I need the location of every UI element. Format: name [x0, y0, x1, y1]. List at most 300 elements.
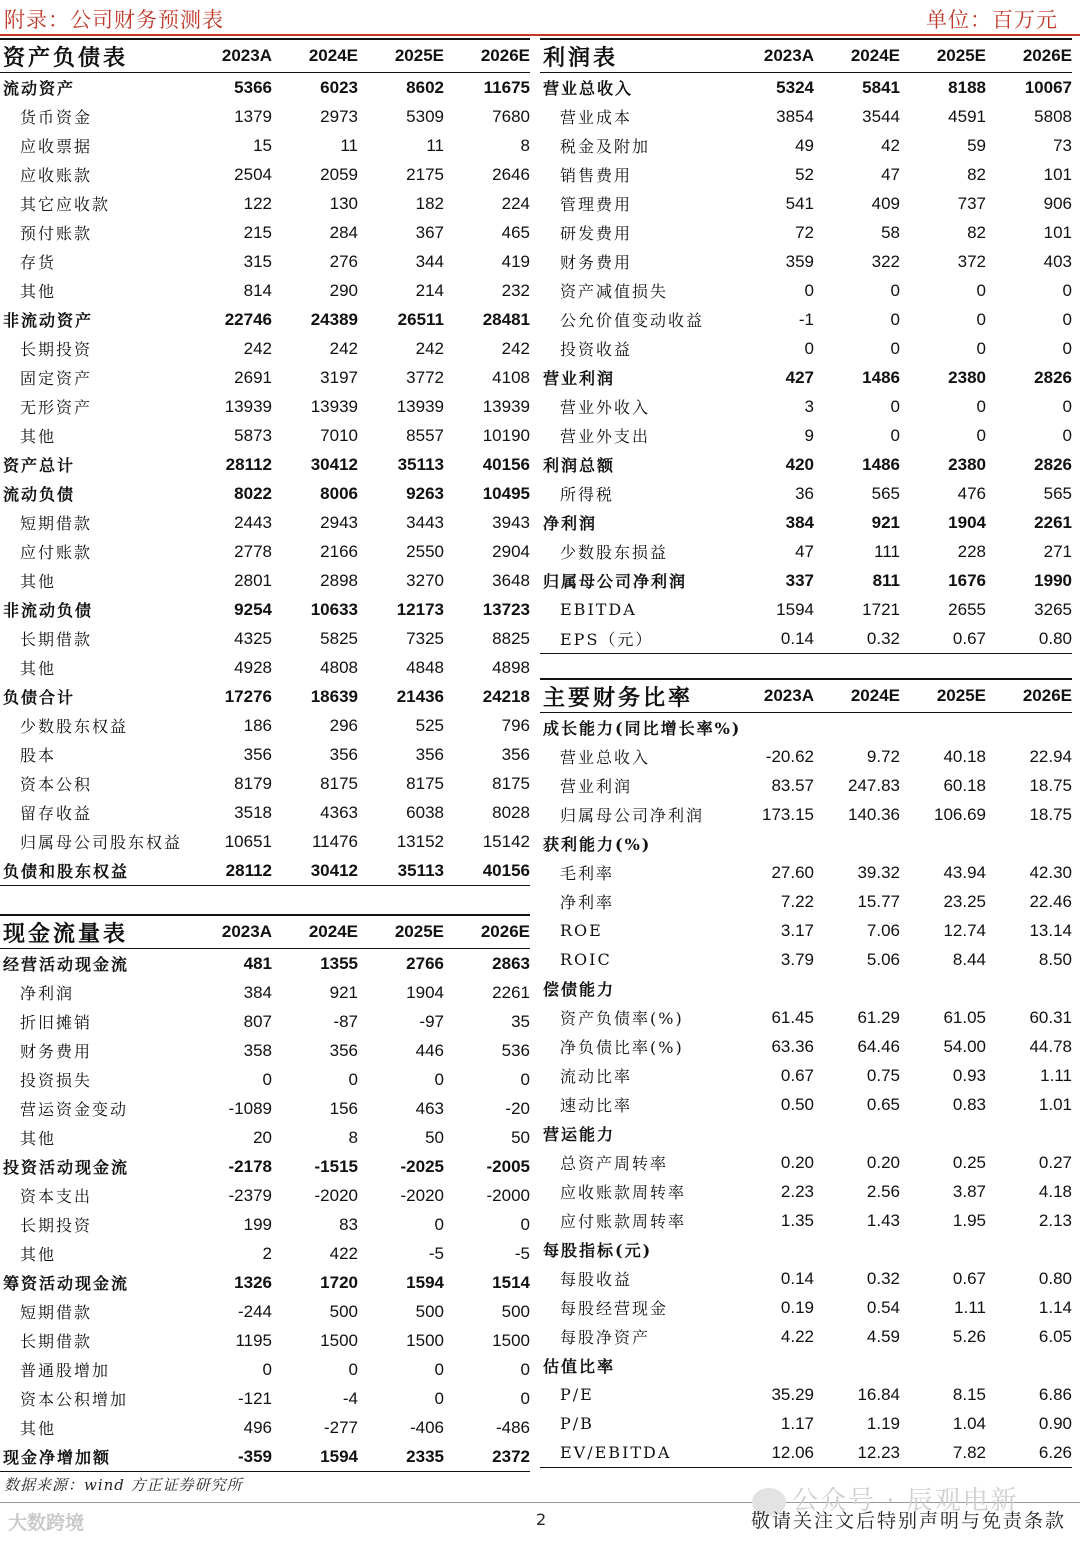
- row-value: 73: [1053, 135, 1072, 155]
- row-value: 1990: [1034, 570, 1072, 590]
- table-row: [0, 624, 530, 653]
- table-row: [0, 450, 530, 479]
- row-value: 9263: [406, 483, 444, 503]
- row-value: 2863: [492, 953, 530, 973]
- table-row: [540, 392, 1072, 421]
- row-value: 28112: [225, 860, 272, 880]
- financial-ratios-table: [540, 678, 1072, 1468]
- table-row: [540, 800, 1072, 829]
- row-label: 营业利润: [560, 777, 633, 796]
- row-label: 成长能力(同比增长率%): [543, 719, 742, 738]
- row-label: 非流动负债: [3, 601, 94, 620]
- row-value: 8.50: [1038, 949, 1072, 969]
- row-value: 8175: [492, 773, 530, 793]
- table-row: [0, 1123, 530, 1152]
- row-label: 短期借款: [20, 514, 93, 533]
- row-value: 1.11: [1040, 1065, 1072, 1085]
- row-value: 0: [434, 1069, 444, 1089]
- table-row: [0, 218, 530, 247]
- row-label: 其他: [20, 1129, 57, 1148]
- table-row: [540, 858, 1072, 887]
- row-value: 22746: [224, 309, 272, 329]
- row-value: 565: [1043, 483, 1072, 503]
- row-value: 446: [415, 1040, 444, 1060]
- row-value: 0.14: [780, 1268, 814, 1288]
- table-row: [0, 1384, 530, 1413]
- row-value: 47: [881, 164, 900, 184]
- row-value: 10651: [224, 831, 272, 851]
- table-row: [540, 829, 1072, 858]
- row-value: 3943: [492, 512, 530, 532]
- row-value: 284: [329, 222, 358, 242]
- row-value: 2691: [234, 367, 272, 387]
- row-value: 2175: [406, 164, 444, 184]
- row-value: -2379: [228, 1185, 272, 1205]
- row-value: 0.67: [780, 1065, 814, 1085]
- year-header: 2025E: [394, 922, 444, 941]
- row-value: 3518: [234, 802, 272, 822]
- row-value: 15142: [482, 831, 530, 851]
- row-value: 0.14: [780, 628, 814, 648]
- row-value: 4325: [234, 628, 272, 648]
- row-label: 留存收益: [20, 804, 93, 823]
- row-value: 30412: [310, 454, 358, 474]
- row-label: 应收账款周转率: [560, 1183, 687, 1202]
- row-value: 1.17: [780, 1413, 814, 1433]
- row-value: 315: [243, 251, 272, 271]
- row-label: 资本公积: [20, 775, 93, 794]
- row-value: 1594: [776, 599, 814, 619]
- row-value: 0: [1062, 425, 1072, 445]
- row-value: -20: [505, 1098, 530, 1118]
- table-row: [540, 742, 1072, 771]
- row-value: -2178: [228, 1156, 272, 1176]
- row-value: 8: [348, 1127, 358, 1147]
- row-value: 1.04: [952, 1413, 986, 1433]
- row-label: ROE: [560, 921, 603, 940]
- watermark-right-text: 公众号 · 辰观电新: [792, 1486, 1019, 1516]
- row-label: EPS（元）: [560, 630, 654, 649]
- row-label: 少数股东权益: [20, 717, 129, 736]
- row-value: 500: [415, 1301, 444, 1321]
- table-row: [540, 595, 1072, 624]
- row-value: 13723: [482, 599, 530, 619]
- row-value: 7.82: [952, 1442, 986, 1462]
- row-value: 737: [957, 193, 986, 213]
- row-value: 15.77: [857, 891, 900, 911]
- table-row: [540, 334, 1072, 363]
- row-value: 0: [976, 280, 986, 300]
- row-value: 8179: [234, 773, 272, 793]
- table-row: [0, 276, 530, 305]
- row-value: 82: [967, 222, 986, 242]
- row-value: 242: [243, 338, 272, 358]
- row-value: 42: [881, 135, 900, 155]
- table-row: [0, 856, 530, 886]
- row-value: 356: [329, 744, 358, 764]
- row-value: 3544: [862, 106, 900, 126]
- row-value: 0.32: [866, 1268, 900, 1288]
- row-value: 72: [795, 222, 814, 242]
- row-label: 归属母公司净利润: [560, 806, 705, 825]
- row-value: 420: [785, 454, 814, 474]
- row-label: 营业成本: [560, 108, 633, 127]
- table-row: [0, 1210, 530, 1239]
- row-value: 4898: [492, 657, 530, 677]
- row-value: 0.90: [1038, 1413, 1072, 1433]
- table-row: [0, 73, 530, 102]
- row-label: 存货: [20, 253, 57, 272]
- row-value: 2380: [948, 454, 986, 474]
- row-value: 8825: [492, 628, 530, 648]
- row-value: 13939: [224, 396, 272, 416]
- row-value: 224: [501, 193, 530, 213]
- row-label: 营业总收入: [543, 79, 634, 98]
- data-source-note: 数据来源：wind 方正证券研究所: [4, 1476, 243, 1494]
- row-value: 1486: [862, 454, 900, 474]
- table-row: [540, 450, 1072, 479]
- row-value: 13.14: [1029, 920, 1072, 940]
- row-value: 199: [243, 1214, 272, 1234]
- row-value: 276: [329, 251, 358, 271]
- row-value: 476: [957, 483, 986, 503]
- table-row: [540, 1380, 1072, 1409]
- row-value: 40156: [482, 860, 530, 880]
- table-row: [0, 1152, 530, 1181]
- row-value: 271: [1043, 541, 1072, 561]
- page-number: 2: [536, 1510, 547, 1529]
- row-label: 利润总额: [543, 456, 616, 475]
- table-row: [540, 887, 1072, 916]
- row-label: 固定资产: [20, 369, 93, 388]
- row-label: 所得税: [560, 485, 615, 504]
- row-value: 358: [243, 1040, 272, 1060]
- balance-sheet-table: [0, 38, 530, 886]
- table-row: [540, 131, 1072, 160]
- row-value: 356: [415, 744, 444, 764]
- row-value: 296: [329, 715, 358, 735]
- row-label: 长期借款: [20, 1332, 93, 1351]
- row-value: 814: [243, 280, 272, 300]
- year-header: 2023A: [763, 686, 814, 705]
- row-value: -1089: [228, 1098, 272, 1118]
- row-value: 0.25: [952, 1152, 986, 1172]
- row-value: 2.23: [780, 1181, 814, 1201]
- income-statement-table: [540, 38, 1072, 654]
- table-row: [0, 363, 530, 392]
- year-header: 2026E: [1022, 686, 1072, 705]
- row-value: 4.22: [780, 1326, 814, 1346]
- header-divider: [0, 34, 1080, 36]
- row-value: 6.05: [1038, 1326, 1072, 1346]
- row-value: 2646: [492, 164, 530, 184]
- row-value: 35.29: [771, 1384, 814, 1404]
- year-header: 2024E: [850, 46, 900, 65]
- row-value: 9: [804, 425, 814, 445]
- table-row: [0, 711, 530, 740]
- year-header: 2026E: [480, 46, 530, 65]
- row-label: 应收账款: [20, 166, 93, 185]
- row-value: 384: [785, 512, 814, 532]
- row-value: 8: [520, 135, 530, 155]
- row-value: 8006: [320, 483, 358, 503]
- table-row: [540, 1235, 1072, 1264]
- table-title: 主要财务比率: [543, 684, 694, 711]
- row-value: -486: [495, 1417, 530, 1437]
- row-value: 20: [253, 1127, 272, 1147]
- row-value: 49: [795, 135, 814, 155]
- row-label: 股本: [20, 746, 57, 765]
- row-label: 公允价值变动收益: [560, 311, 705, 330]
- row-value: 2766: [406, 953, 444, 973]
- row-label: 净利润: [543, 514, 598, 533]
- row-value: 5.26: [952, 1326, 986, 1346]
- row-value: 2973: [320, 106, 358, 126]
- row-value: 8175: [320, 773, 358, 793]
- row-value: 0: [1062, 280, 1072, 300]
- row-label: 销售费用: [560, 166, 633, 185]
- table-row: [0, 305, 530, 334]
- row-value: -406: [409, 1417, 444, 1437]
- table-row: [0, 1094, 530, 1123]
- row-value: 811: [872, 570, 900, 590]
- table-row: [0, 769, 530, 798]
- row-value: 6023: [320, 77, 358, 97]
- row-value: 384: [243, 982, 272, 1002]
- row-value: -121: [237, 1388, 272, 1408]
- row-value: 63.36: [771, 1036, 814, 1056]
- row-value: 0.20: [780, 1152, 814, 1172]
- row-label: 每股经营现金: [560, 1299, 669, 1318]
- row-label: 货币资金: [20, 108, 93, 127]
- row-value: 83: [339, 1214, 358, 1234]
- row-value: 367: [415, 222, 444, 242]
- row-value: 24218: [482, 686, 530, 706]
- row-label: 每股净资产: [560, 1328, 651, 1347]
- cash-flow-table: [0, 914, 530, 1472]
- row-value: 64.46: [857, 1036, 900, 1056]
- row-value: 50: [425, 1127, 444, 1147]
- row-value: 0: [434, 1359, 444, 1379]
- table-row: [0, 653, 530, 682]
- row-label: 其他: [20, 282, 57, 301]
- row-value: 15: [253, 135, 272, 155]
- row-value: 228: [957, 541, 986, 561]
- row-value: 1514: [492, 1272, 530, 1292]
- row-value: 5873: [234, 425, 272, 445]
- row-label: 营运资金变动: [20, 1100, 129, 1119]
- row-value: 356: [501, 744, 530, 764]
- table-row: [0, 740, 530, 769]
- row-value: 3854: [776, 106, 814, 126]
- row-label: 营业总收入: [560, 748, 651, 767]
- row-label: 研发费用: [560, 224, 633, 243]
- table-title: 利润表: [543, 44, 619, 71]
- row-value: 525: [415, 715, 444, 735]
- row-label: 资本公积增加: [20, 1390, 129, 1409]
- table-row: [540, 421, 1072, 450]
- table-row: [540, 1119, 1072, 1148]
- row-value: 40.18: [943, 746, 986, 766]
- row-value: 24389: [310, 309, 358, 329]
- row-value: 140.36: [848, 804, 900, 824]
- row-value: -20.62: [765, 746, 814, 766]
- row-label: ROIC: [560, 950, 612, 969]
- row-value: 5825: [320, 628, 358, 648]
- table-row: [540, 624, 1072, 654]
- row-label: 估值比率: [543, 1357, 616, 1376]
- table-row: [0, 1065, 530, 1094]
- table-title: 现金流量表: [3, 920, 129, 947]
- row-value: 10495: [482, 483, 530, 503]
- watermark-left: 大数跨境: [8, 1512, 85, 1534]
- row-value: 3648: [492, 570, 530, 590]
- row-value: 0.80: [1038, 1268, 1072, 1288]
- row-value: 35: [511, 1011, 530, 1031]
- row-value: 4848: [406, 657, 444, 677]
- row-value: 8557: [406, 425, 444, 445]
- table-row: [540, 974, 1072, 1003]
- row-value: 2826: [1034, 367, 1072, 387]
- row-value: 422: [329, 1243, 358, 1263]
- row-label: 筹资活动现金流: [3, 1274, 130, 1293]
- row-value: 122: [243, 193, 272, 213]
- table-row: [0, 1239, 530, 1268]
- row-value: 26511: [397, 309, 444, 329]
- row-value: 52: [795, 164, 814, 184]
- table-row: [540, 945, 1072, 974]
- row-value: 8188: [948, 77, 986, 97]
- row-value: 0: [890, 425, 900, 445]
- row-label: 归属母公司净利润: [543, 572, 688, 591]
- row-label: 流动资产: [3, 79, 76, 98]
- row-value: 0.83: [952, 1094, 986, 1114]
- row-value: 463: [415, 1098, 444, 1118]
- row-label: 财务费用: [560, 253, 633, 272]
- row-value: 1.43: [866, 1210, 900, 1230]
- row-value: 2655: [948, 599, 986, 619]
- table-row: [540, 1322, 1072, 1351]
- disclaimer-note: 敬请关注文后特别声明与免责条款: [750, 1510, 1066, 1532]
- year-header: 2026E: [480, 922, 530, 941]
- row-value: 13152: [396, 831, 444, 851]
- row-value: 242: [501, 338, 530, 358]
- table-row: [0, 827, 530, 856]
- row-label: 其他: [20, 427, 57, 446]
- row-label: 每股收益: [560, 1270, 633, 1289]
- row-label: 归属母公司股东权益: [20, 833, 183, 852]
- row-value: 906: [1043, 193, 1072, 213]
- row-value: 11675: [483, 77, 530, 97]
- row-label: 负债和股东权益: [3, 862, 130, 881]
- row-value: 44.78: [1029, 1036, 1072, 1056]
- row-value: 565: [871, 483, 900, 503]
- row-value: 4591: [948, 106, 986, 126]
- row-value: 0: [976, 425, 986, 445]
- table-row: [540, 566, 1072, 595]
- appendix-title: 附录：公司财务预测表: [4, 8, 224, 32]
- table-row: [540, 1003, 1072, 1032]
- row-value: 3.87: [952, 1181, 986, 1201]
- row-value: 5366: [234, 77, 272, 97]
- row-value: 2904: [492, 541, 530, 561]
- year-header: 2026E: [1022, 46, 1072, 65]
- row-value: 465: [501, 222, 530, 242]
- table-row: [0, 392, 530, 421]
- table-row: [540, 1409, 1072, 1438]
- row-label: 总资产周转率: [560, 1154, 669, 1173]
- row-value: -2000: [486, 1185, 530, 1205]
- table-row: [0, 160, 530, 189]
- row-value: 242: [329, 338, 358, 358]
- row-value: 27.60: [771, 862, 814, 882]
- row-label: 投资损失: [20, 1071, 93, 1090]
- row-value: 40156: [482, 454, 530, 474]
- row-value: 1500: [406, 1330, 444, 1350]
- row-label: 预付账款: [20, 224, 93, 243]
- row-value: 50: [511, 1127, 530, 1147]
- table-row: [540, 916, 1072, 945]
- row-value: 0: [976, 396, 986, 416]
- row-value: 82: [967, 164, 986, 184]
- row-label: 无形资产: [20, 398, 93, 417]
- row-label: 净利率: [560, 893, 615, 912]
- row-value: 796: [501, 715, 530, 735]
- row-value: 7.22: [780, 891, 814, 911]
- table-row: [0, 479, 530, 508]
- row-value: 921: [871, 512, 900, 532]
- row-value: 18639: [310, 686, 358, 706]
- table-row: [540, 1090, 1072, 1119]
- table-row: [540, 102, 1072, 131]
- table-row: [540, 537, 1072, 566]
- row-value: 1594: [406, 1272, 444, 1292]
- row-label: 经营活动现金流: [3, 955, 130, 974]
- row-label: 应收票据: [20, 137, 93, 156]
- row-value: 0: [520, 1388, 530, 1408]
- row-value: 2380: [948, 367, 986, 387]
- row-value: 0: [348, 1359, 358, 1379]
- row-value: 6038: [406, 802, 444, 822]
- row-value: 60.31: [1029, 1007, 1072, 1027]
- table-row: [0, 1181, 530, 1210]
- row-value: 7.06: [866, 920, 900, 940]
- row-label: 现金净增加额: [3, 1448, 112, 1467]
- unit-label: 单位：百万元: [926, 8, 1058, 32]
- table-row: [0, 1036, 530, 1065]
- row-value: 2778: [234, 541, 272, 561]
- table-row: [0, 1297, 530, 1326]
- table-row: [540, 1206, 1072, 1235]
- row-value: 3.17: [780, 920, 814, 940]
- row-value: 5841: [862, 77, 900, 97]
- row-value: 4108: [492, 367, 530, 387]
- row-label: 非流动资产: [3, 311, 94, 330]
- row-value: 13939: [482, 396, 530, 416]
- row-value: 1676: [948, 570, 986, 590]
- table-row: [540, 247, 1072, 276]
- row-value: 83.57: [771, 775, 814, 795]
- row-value: 1.11: [954, 1297, 986, 1317]
- row-value: 35113: [397, 860, 444, 880]
- row-value: 419: [501, 251, 530, 271]
- row-value: 0: [804, 280, 814, 300]
- row-value: 1720: [320, 1272, 358, 1292]
- row-value: 0: [520, 1214, 530, 1234]
- row-value: 1904: [948, 512, 986, 532]
- row-value: 39.32: [857, 862, 900, 882]
- row-value: 1.19: [866, 1413, 900, 1433]
